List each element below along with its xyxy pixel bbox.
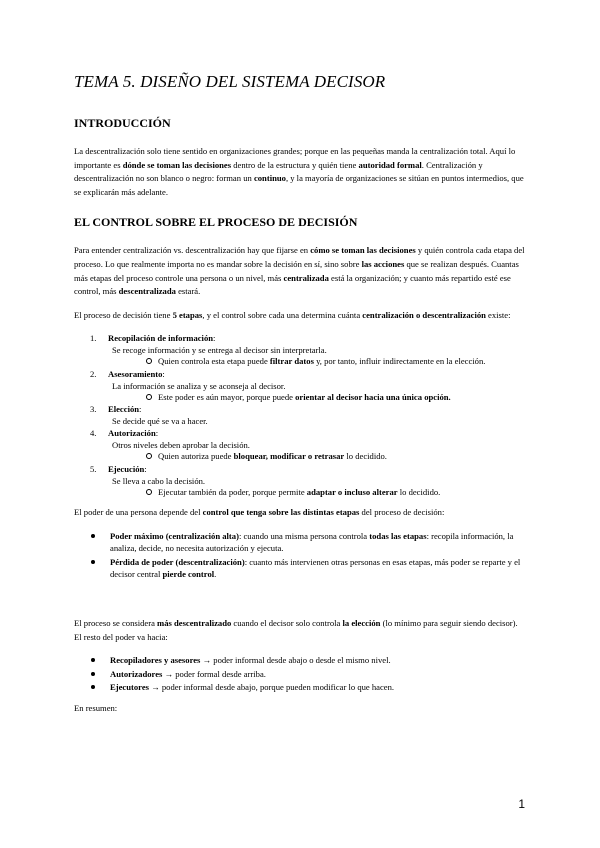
list-item: Autorizadores → poder formal desde arriba.	[74, 668, 526, 681]
page-content	[74, 72, 526, 725]
page-number: 1	[518, 797, 525, 811]
step-item: 4. Autorización: Otros niveles deben aprobar la decisión. Quien autoriza puede bloquear, modificar o retrasar lo decidido.	[74, 427, 526, 463]
step-description: Se decide qué se va a hacer.	[112, 416, 208, 427]
step-subitem: Ejecutar también da poder, porque permite adaptar o incluso alterar lo decidido.	[108, 487, 526, 499]
step-description: Se recoge información y se entrega al decisor sin interpretarla.	[112, 345, 327, 356]
step-description: Otros niveles deben aprobar la decisión.	[112, 440, 250, 451]
bullet-icon	[91, 658, 95, 662]
circle-bullet-icon	[146, 358, 152, 364]
step-title: Elección	[108, 404, 140, 415]
control-paragraph-3: El poder de una persona depende del control que tenga sobre las distintas etapas del proceso de decisión:	[74, 507, 445, 518]
step-description: Se lleva a cabo la decisión.	[112, 475, 206, 486]
step-item: 5. Ejecución: Se lleva a cabo la decisión. Ejecutar también da poder, porque permite adaptar o incluso alterar lo decidido.	[74, 463, 526, 499]
step-number: 1.	[90, 333, 97, 344]
bullet-icon	[91, 672, 95, 676]
power-bullet-list	[74, 530, 526, 581]
section-heading-control: EL CONTROL SOBRE EL PROCESO DE DECISIÓN	[74, 215, 358, 230]
power-holders-list	[74, 654, 526, 694]
step-description: La información se analiza y se aconseja al decisor.	[112, 380, 286, 391]
list-item: Recopiladores y asesores → poder informal desde abajo o desde el mismo nivel.	[74, 654, 526, 667]
bullet-icon	[91, 685, 95, 689]
step-item: 2. Asesoramiento: La información se analiza y se aconseja al decisor. Este poder es aún mayor, porque puede orientar al decisor hacia una única opción.	[74, 368, 526, 404]
step-title: Ejecución	[108, 463, 145, 474]
control-paragraph-2: El proceso de decisión tiene 5 etapas, y el control sobre cada una determina cuánta centralización o descentralización existe:	[74, 309, 511, 320]
bullet-icon	[91, 534, 95, 538]
list-item: Pérdida de poder (descentralización): cuanto más intervienen otras personas en esas etapas, más poder se reparte y el decisor central pierde control.	[74, 556, 526, 581]
circle-bullet-icon	[146, 453, 152, 459]
document-title: TEMA 5. DISEÑO DEL SISTEMA DECISOR	[74, 72, 386, 91]
step-number: 5.	[90, 463, 97, 474]
decision-steps-list	[74, 332, 526, 498]
intro-paragraph: La descentralización solo tiene sentido en organizaciones grandes; porque en las pequeñas manda la centralización total. Aquí lo importante es dónde se toman las decisiones dentro de la estructura y quién tiene autoridad formal. Centralización y descentralización no son blanco o negro: forman un continuo, y la mayoría de organizaciones se sitúan en puntos intermedios, que se explicarán más adelante.	[74, 146, 524, 197]
step-title: Recopilación de información	[108, 333, 214, 344]
summary-paragraph: En resumen:	[74, 702, 118, 713]
step-number: 3.	[90, 404, 97, 415]
step-item: 3. Elección: Se decide qué se va a hacer.	[74, 403, 526, 427]
step-number: 2.	[90, 368, 97, 379]
step-title: Asesoramiento	[108, 368, 163, 379]
step-subitem: Quien autoriza puede bloquear, modificar o retrasar lo decidido.	[108, 451, 526, 463]
list-item: Poder máximo (centralización alta): cuando una misma persona controla todas las etapas: recopila información, la analiza, decide, no necesita autorización y ejecuta.	[74, 530, 526, 555]
step-item: 1. Recopilación de información: Se recoge información y se entrega al decisor sin interpretarla. Quien controla esta etapa puede filtrar datos y, por tanto, influir indirectamente en la elección.	[74, 332, 526, 368]
control-paragraph-1: Para entender centralización vs. descentralización hay que fijarse en cómo se toman las decisiones y quién controla cada etapa del proceso. Lo que realmente importa no es mandar sobre la decisión en sí, sino sobre las acciones que se realizan después. Cuantas más etapas del proceso controle una persona o un nivel, más centralizada está la organización; y cuanto más repartido esté ese control, más descentralizada estará.	[74, 245, 525, 297]
bullet-icon	[91, 560, 95, 564]
step-number: 4.	[90, 428, 97, 439]
control-paragraph-4: El proceso se considera más descentralizado cuando el decisor solo controla la elección (lo mínimo para seguir siendo decisor). El resto del poder va hacia:	[74, 617, 518, 642]
list-item: Ejecutores → poder informal desde abajo, porque pueden modificar lo que hacen.	[74, 681, 526, 694]
step-title: Autorización	[108, 428, 156, 439]
section-heading-introduccion: INTRODUCCIÓN	[74, 116, 171, 130]
circle-bullet-icon	[146, 394, 152, 400]
step-subitem: Este poder es aún mayor, porque puede orientar al decisor hacia una única opción.	[108, 392, 526, 404]
circle-bullet-icon	[146, 489, 152, 495]
step-subitem: Quien controla esta etapa puede filtrar datos y, por tanto, influir indirectamente en la elección.	[108, 356, 526, 368]
